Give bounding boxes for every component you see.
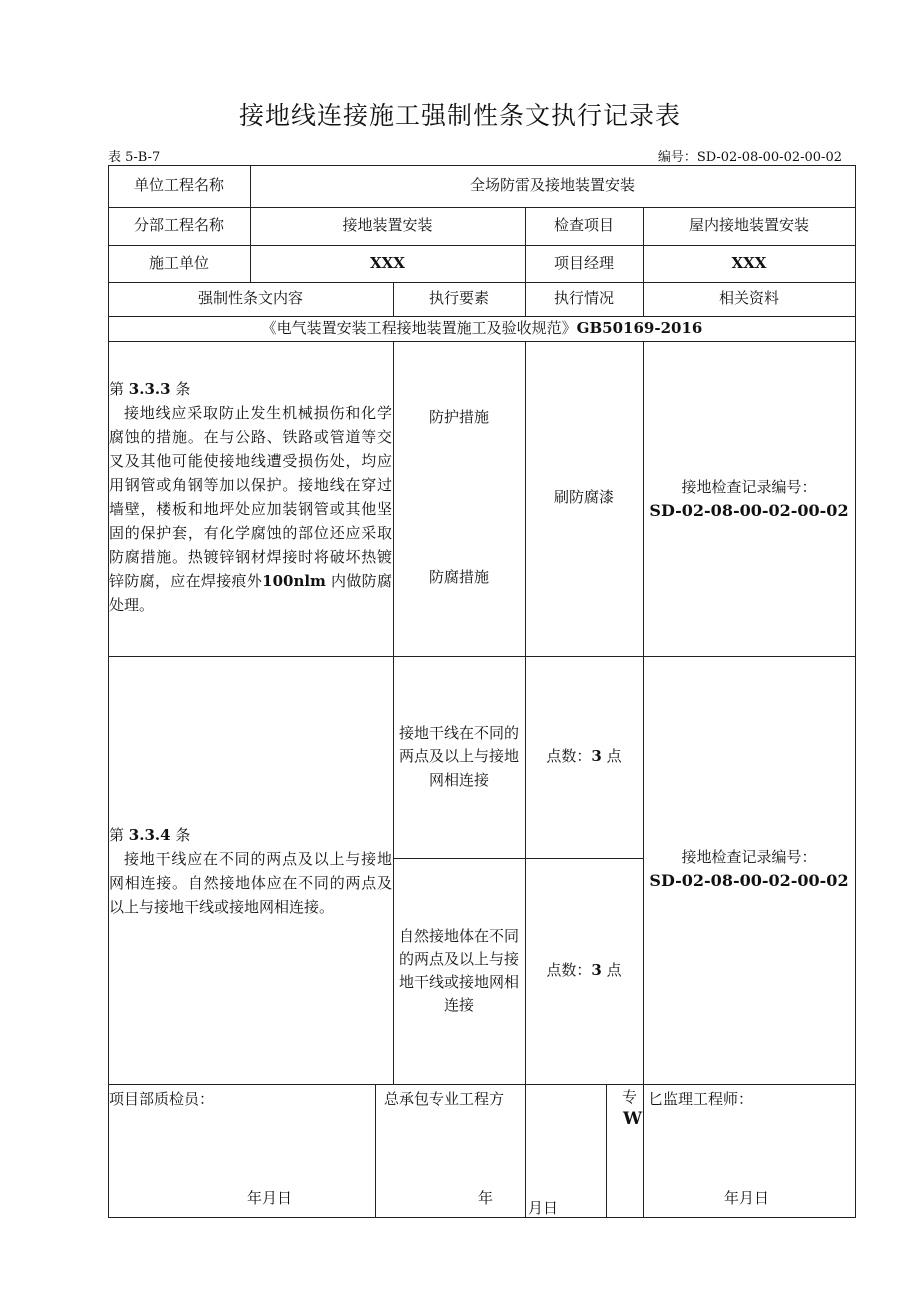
header-status: 执行情况 <box>553 289 614 308</box>
contractor-date-year: 年 <box>478 1189 494 1207</box>
zhuan-char: 专 <box>622 1088 638 1106</box>
standard-title: 《电气装置安装工程接地装置施工及验收规范》 <box>261 318 577 337</box>
qc-inspector-label: 项目部质检员： <box>109 1090 215 1108</box>
materials-2 <box>643 840 855 900</box>
contractor-label: 总承包专业工程方 <box>384 1090 505 1108</box>
header-content: 强制性条文内容 <box>197 289 303 308</box>
status-points-1: 点数： 3 点 <box>546 747 622 766</box>
table-number: 表 5-B-7 <box>108 150 161 165</box>
materials-1 <box>643 470 855 530</box>
supervisor-date: 年月日 <box>724 1189 770 1207</box>
status-paint: 刷防腐漆 <box>553 488 614 507</box>
w-mark: W <box>623 1109 643 1129</box>
materials-label: 接地检查记录编号： <box>681 847 817 866</box>
clause-3-3-4 <box>109 823 392 919</box>
element-natural-connection: 自然接地体在不同的两点及以上与接地干线或接地网相连接 <box>398 926 519 1015</box>
unit-project-label: 单位工程名称 <box>133 176 224 195</box>
element-anticorrosion: 防腐措施 <box>428 568 489 587</box>
check-item-label: 检查项目 <box>553 216 614 235</box>
unit-project-value: 全场防雷及接地装置安装 <box>469 176 635 195</box>
standard-code: GB50169-2016 <box>576 318 703 337</box>
construction-unit-label: 施工单位 <box>148 253 209 272</box>
qc-date: 年月日 <box>247 1189 293 1207</box>
project-manager-label: 项目经理 <box>553 253 614 272</box>
contractor-date-month-day: 月日 <box>528 1199 559 1217</box>
project-manager-value: XXX <box>731 253 767 272</box>
standard-reference <box>108 316 856 341</box>
construction-unit-value: XXX <box>370 253 405 272</box>
header-materials: 相关资料 <box>718 289 779 308</box>
sub-project-value: 接地装置安装 <box>342 216 433 235</box>
materials-code: SD-02-08-00-02-00-02 <box>649 501 849 521</box>
clause-heading: 第 3.3.3 条 <box>109 380 191 398</box>
clause-text: 接地干线应在不同的两点及以上与接地网相连接。自然接地体应在不同的两点及以上与接地干线或接地网相连接。 <box>109 850 392 916</box>
element-trunk-connection: 接地干线在不同的两点及以上与接地网相连接 <box>398 724 519 789</box>
clause-heading: 第 3.3.4 条 <box>109 826 191 844</box>
header-elements: 执行要素 <box>428 289 489 308</box>
status-points-2: 点数： 3 点 <box>546 961 622 980</box>
page-title: 接地线连接施工强制性条文执行记录表 <box>238 101 681 130</box>
sub-project-label: 分部工程名称 <box>133 216 224 235</box>
document-code: 编号：SD-02-08-00-02-00-02 <box>657 150 842 165</box>
clause-text: 接地线应采取防止发生机械损伤和化学腐蚀的措施。在与公路、铁路或管道等交叉及其他可能使接地线遭受损伤处，均应用钢管或角钢等加以保护。接地线在穿过墙壁，楼板和地坪处应加装钢管或其他坚固的保护套，有化学腐蚀的部位还应采取防腐措施。热镀锌钢材焊接时将破坏热镀锌防腐，应在焊接痕外100nlm 内做防腐处理。 <box>109 404 392 614</box>
materials-code: SD-02-08-00-02-00-02 <box>649 871 849 891</box>
materials-label: 接地检查记录编号： <box>681 477 817 496</box>
supervisor-label: 匕监理工程师： <box>648 1090 754 1108</box>
check-item-value: 屋内接地装置安装 <box>688 216 809 235</box>
clause-3-3-3 <box>109 377 392 617</box>
element-protection: 防护措施 <box>428 408 489 427</box>
